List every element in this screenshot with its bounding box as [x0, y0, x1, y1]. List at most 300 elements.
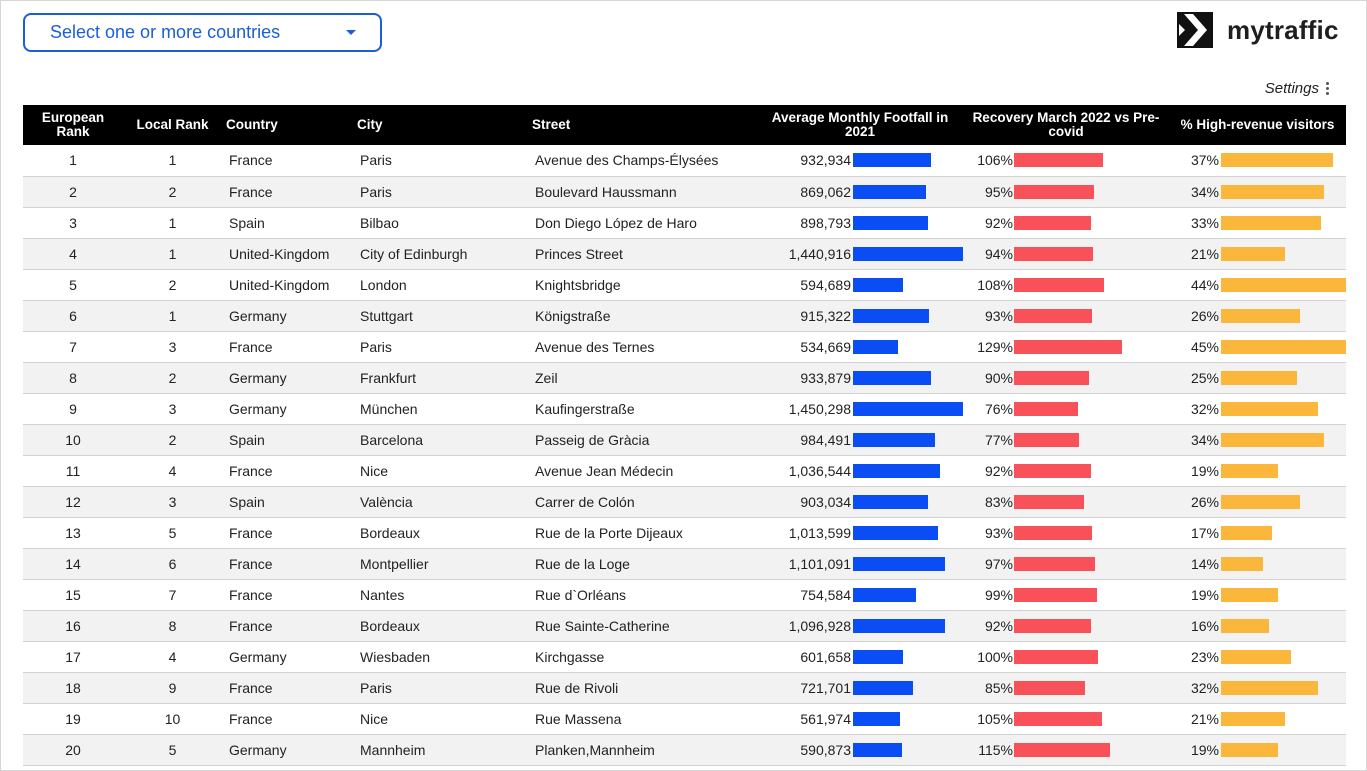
recovery-bar	[1014, 309, 1092, 323]
recovery-value: 108%	[977, 276, 1013, 293]
country-cell: Spain	[222, 486, 353, 517]
footfall-bar	[853, 433, 935, 447]
high-revenue-cell	[1169, 548, 1346, 579]
high-revenue-bar	[1221, 681, 1318, 695]
table-row	[23, 610, 1346, 641]
city-cell: València	[353, 486, 528, 517]
european-rank-cell: 20	[23, 734, 123, 765]
european-rank-cell: 4	[23, 238, 123, 269]
recovery-bar	[1014, 619, 1091, 633]
footfall-bar	[853, 216, 928, 230]
header-high-revenue[interactable]: % High-revenue visitors	[1169, 105, 1346, 145]
street-cell: Boulevard Haussmann	[528, 176, 757, 207]
country-cell: Germany	[222, 393, 353, 424]
table-row	[23, 579, 1346, 610]
footfall-bar	[853, 371, 931, 385]
street-cell: Zeil	[528, 362, 757, 393]
high-revenue-bar	[1221, 619, 1269, 633]
city-cell: Nice	[353, 703, 528, 734]
table-row	[23, 176, 1346, 207]
european-rank-cell: 7	[23, 331, 123, 362]
footfall-cell	[757, 145, 963, 176]
country-cell: France	[222, 610, 353, 641]
european-rank-cell: 3	[23, 207, 123, 238]
footfall-cell	[757, 207, 963, 238]
footfall-bar	[853, 278, 903, 292]
high-revenue-cell	[1169, 331, 1346, 362]
footfall-bar	[853, 557, 945, 571]
country-cell: Germany	[222, 300, 353, 331]
footfall-bar	[853, 402, 963, 416]
high-revenue-bar	[1221, 247, 1285, 261]
european-rank-cell: 1	[23, 145, 123, 176]
recovery-value: 106%	[977, 152, 1013, 169]
city-cell: Paris	[353, 672, 528, 703]
local-rank-cell: 1	[123, 207, 222, 238]
high-revenue-value: 45%	[1190, 338, 1219, 355]
footfall-value: 1,096,928	[788, 617, 851, 634]
recovery-cell	[963, 300, 1169, 331]
high-revenue-cell	[1169, 610, 1346, 641]
recovery-bar	[1014, 588, 1097, 602]
street-ranking-table	[23, 105, 1346, 766]
table-row	[23, 455, 1346, 486]
header-recovery[interactable]: Recovery March 2022 vs Pre-covid	[963, 105, 1169, 145]
street-cell: Königstraße	[528, 300, 757, 331]
city-cell: Stuttgart	[353, 300, 528, 331]
european-rank-cell: 16	[23, 610, 123, 641]
recovery-value: 100%	[977, 648, 1013, 665]
european-rank-cell: 12	[23, 486, 123, 517]
high-revenue-value: 44%	[1190, 276, 1219, 293]
recovery-cell	[963, 734, 1169, 765]
recovery-cell	[963, 517, 1169, 548]
local-rank-cell: 2	[123, 269, 222, 300]
recovery-cell	[963, 486, 1169, 517]
footfall-bar	[853, 743, 902, 757]
recovery-value: 83%	[984, 493, 1013, 510]
city-cell: Wiesbaden	[353, 641, 528, 672]
country-cell: United-Kingdom	[222, 238, 353, 269]
high-revenue-value: 19%	[1190, 586, 1219, 603]
footfall-bar	[853, 619, 945, 633]
header-country[interactable]: Country	[222, 105, 353, 145]
high-revenue-bar	[1221, 743, 1278, 757]
city-cell: Bilbao	[353, 207, 528, 238]
city-cell: City of Edinburgh	[353, 238, 528, 269]
header-local-rank[interactable]: Local Rank	[123, 105, 222, 145]
street-cell: Knightsbridge	[528, 269, 757, 300]
high-revenue-bar	[1221, 340, 1346, 354]
local-rank-cell: 2	[123, 362, 222, 393]
high-revenue-cell	[1169, 517, 1346, 548]
footfall-cell	[757, 238, 963, 269]
footfall-cell	[757, 610, 963, 641]
local-rank-cell: 6	[123, 548, 222, 579]
local-rank-cell: 5	[123, 734, 222, 765]
high-revenue-cell	[1169, 455, 1346, 486]
high-revenue-cell	[1169, 300, 1346, 331]
local-rank-cell: 10	[123, 703, 222, 734]
street-cell: Rue Sainte-Catherine	[528, 610, 757, 641]
high-revenue-cell	[1169, 486, 1346, 517]
recovery-cell	[963, 331, 1169, 362]
local-rank-cell: 1	[123, 238, 222, 269]
high-revenue-bar	[1221, 588, 1278, 602]
recovery-bar	[1014, 681, 1085, 695]
recovery-value: 129%	[977, 338, 1013, 355]
table-row	[23, 548, 1346, 579]
high-revenue-cell	[1169, 269, 1346, 300]
street-cell: Avenue des Champs-Élysées	[528, 145, 757, 176]
european-rank-cell: 5	[23, 269, 123, 300]
footfall-value: 754,584	[800, 586, 851, 603]
footfall-value: 898,793	[800, 214, 851, 231]
local-rank-cell: 4	[123, 455, 222, 486]
footfall-cell	[757, 641, 963, 672]
high-revenue-cell	[1169, 672, 1346, 703]
high-revenue-value: 32%	[1190, 679, 1219, 696]
footfall-cell	[757, 424, 963, 455]
high-revenue-value: 26%	[1190, 307, 1219, 324]
high-revenue-cell	[1169, 207, 1346, 238]
table-row	[23, 300, 1346, 331]
recovery-bar	[1014, 557, 1095, 571]
street-cell: Planken,Mannheim	[528, 734, 757, 765]
table-header-row	[23, 105, 1346, 145]
settings-menu-button[interactable]	[1265, 80, 1329, 97]
mytraffic-logo-icon	[1177, 12, 1213, 48]
footfall-value: 915,322	[800, 307, 851, 324]
country-cell: France	[222, 517, 353, 548]
recovery-value: 95%	[984, 183, 1013, 200]
high-revenue-value: 19%	[1190, 741, 1219, 758]
footfall-cell	[757, 672, 963, 703]
high-revenue-value: 26%	[1190, 493, 1219, 510]
footfall-bar	[853, 309, 929, 323]
table-row	[23, 238, 1346, 269]
footfall-value: 1,101,091	[788, 555, 851, 572]
high-revenue-bar	[1221, 216, 1321, 230]
country-cell: France	[222, 145, 353, 176]
recovery-value: 76%	[984, 400, 1013, 417]
high-revenue-cell	[1169, 145, 1346, 176]
country-cell: France	[222, 455, 353, 486]
table-row	[23, 207, 1346, 238]
footfall-cell	[757, 269, 963, 300]
recovery-cell	[963, 579, 1169, 610]
european-rank-cell: 6	[23, 300, 123, 331]
recovery-cell	[963, 145, 1169, 176]
recovery-value: 115%	[978, 741, 1013, 758]
recovery-bar	[1014, 650, 1098, 664]
city-cell: Nantes	[353, 579, 528, 610]
street-cell: Carrer de Colón	[528, 486, 757, 517]
recovery-cell	[963, 610, 1169, 641]
country-cell: Spain	[222, 207, 353, 238]
high-revenue-cell	[1169, 703, 1346, 734]
table-row	[23, 672, 1346, 703]
local-rank-cell: 8	[123, 610, 222, 641]
city-cell: Paris	[353, 176, 528, 207]
header-street[interactable]: Street	[528, 105, 757, 145]
european-rank-cell: 8	[23, 362, 123, 393]
high-revenue-value: 32%	[1190, 400, 1219, 417]
recovery-value: 92%	[984, 617, 1013, 634]
high-revenue-value: 21%	[1190, 245, 1219, 262]
street-cell: Rue d`Orléans	[528, 579, 757, 610]
table-row	[23, 393, 1346, 424]
recovery-bar	[1014, 247, 1093, 261]
high-revenue-bar	[1221, 712, 1285, 726]
recovery-bar	[1014, 743, 1110, 757]
footfall-value: 594,689	[800, 276, 851, 293]
high-revenue-value: 23%	[1190, 648, 1219, 665]
city-cell: Mannheim	[353, 734, 528, 765]
high-revenue-value: 17%	[1190, 524, 1219, 541]
country-filter-label: Select one or more countries	[50, 22, 281, 42]
recovery-bar	[1014, 185, 1094, 199]
country-cell: Germany	[222, 362, 353, 393]
street-cell: Rue de la Loge	[528, 548, 757, 579]
city-cell: Montpellier	[353, 548, 528, 579]
european-rank-cell: 11	[23, 455, 123, 486]
recovery-cell	[963, 176, 1169, 207]
high-revenue-value: 19%	[1190, 462, 1219, 479]
country-cell: Germany	[222, 734, 353, 765]
recovery-bar	[1014, 712, 1102, 726]
local-rank-cell: 4	[123, 641, 222, 672]
recovery-cell	[963, 238, 1169, 269]
high-revenue-bar	[1221, 402, 1318, 416]
high-revenue-value: 34%	[1190, 183, 1219, 200]
local-rank-cell: 1	[123, 300, 222, 331]
chevron-down-icon	[346, 30, 356, 35]
recovery-cell	[963, 269, 1169, 300]
recovery-cell	[963, 207, 1169, 238]
recovery-cell	[963, 424, 1169, 455]
table-row	[23, 331, 1346, 362]
footfall-cell	[757, 455, 963, 486]
european-rank-cell: 9	[23, 393, 123, 424]
high-revenue-value: 16%	[1190, 617, 1219, 634]
country-cell: United-Kingdom	[222, 269, 353, 300]
recovery-cell	[963, 362, 1169, 393]
high-revenue-cell	[1169, 424, 1346, 455]
brand-logo	[1177, 12, 1339, 48]
local-rank-cell: 2	[123, 176, 222, 207]
high-revenue-bar	[1221, 433, 1324, 447]
street-cell: Don Diego López de Haro	[528, 207, 757, 238]
recovery-cell	[963, 641, 1169, 672]
recovery-cell	[963, 548, 1169, 579]
footfall-cell	[757, 362, 963, 393]
footfall-value: 590,873	[800, 741, 851, 758]
footfall-value: 869,062	[800, 183, 851, 200]
city-cell: Barcelona	[353, 424, 528, 455]
footfall-value: 932,934	[800, 152, 851, 169]
high-revenue-bar	[1221, 650, 1291, 664]
city-cell: London	[353, 269, 528, 300]
city-cell: Nice	[353, 455, 528, 486]
european-rank-cell: 13	[23, 517, 123, 548]
local-rank-cell: 5	[123, 517, 222, 548]
country-filter-dropdown[interactable]	[23, 13, 382, 52]
recovery-bar	[1014, 433, 1079, 447]
table-row	[23, 145, 1346, 176]
recovery-value: 105%	[977, 710, 1013, 727]
european-rank-cell: 2	[23, 176, 123, 207]
street-cell: Kaufingerstraße	[528, 393, 757, 424]
more-vertical-icon	[1326, 82, 1329, 95]
table-row	[23, 362, 1346, 393]
table-row	[23, 641, 1346, 672]
logo-text: mytraffic	[1227, 14, 1339, 45]
high-revenue-bar	[1221, 526, 1272, 540]
street-cell: Avenue des Ternes	[528, 331, 757, 362]
footfall-value: 933,879	[800, 369, 851, 386]
city-cell: Paris	[353, 145, 528, 176]
high-revenue-cell	[1169, 579, 1346, 610]
footfall-bar	[853, 185, 926, 199]
high-revenue-bar	[1221, 495, 1300, 509]
footfall-value: 903,034	[800, 493, 851, 510]
local-rank-cell: 1	[123, 145, 222, 176]
footfall-value: 721,701	[800, 679, 851, 696]
high-revenue-value: 14%	[1190, 555, 1219, 572]
recovery-cell	[963, 703, 1169, 734]
footfall-cell	[757, 579, 963, 610]
street-cell: Avenue Jean Médecin	[528, 455, 757, 486]
high-revenue-value: 33%	[1190, 214, 1219, 231]
recovery-bar	[1014, 526, 1092, 540]
european-rank-cell: 15	[23, 579, 123, 610]
high-revenue-value: 34%	[1190, 431, 1219, 448]
european-rank-cell: 14	[23, 548, 123, 579]
high-revenue-cell	[1169, 393, 1346, 424]
country-cell: France	[222, 548, 353, 579]
high-revenue-cell	[1169, 176, 1346, 207]
local-rank-cell: 3	[123, 486, 222, 517]
high-revenue-bar	[1221, 278, 1346, 292]
footfall-cell	[757, 548, 963, 579]
country-cell: France	[222, 579, 353, 610]
high-revenue-cell	[1169, 362, 1346, 393]
recovery-cell	[963, 393, 1169, 424]
header-city[interactable]: City	[353, 105, 528, 145]
footfall-bar	[853, 588, 916, 602]
high-revenue-bar	[1221, 557, 1263, 571]
street-cell: Rue Massena	[528, 703, 757, 734]
recovery-bar	[1014, 371, 1089, 385]
footfall-value: 534,669	[800, 338, 851, 355]
high-revenue-value: 37%	[1190, 152, 1219, 169]
high-revenue-cell	[1169, 734, 1346, 765]
high-revenue-bar	[1221, 371, 1297, 385]
footfall-cell	[757, 486, 963, 517]
recovery-bar	[1014, 402, 1078, 416]
european-rank-cell: 19	[23, 703, 123, 734]
high-revenue-cell	[1169, 641, 1346, 672]
recovery-cell	[963, 455, 1169, 486]
footfall-cell	[757, 517, 963, 548]
high-revenue-cell	[1169, 238, 1346, 269]
recovery-bar	[1014, 216, 1091, 230]
table-row	[23, 517, 1346, 548]
footfall-bar	[853, 650, 903, 664]
european-rank-cell: 10	[23, 424, 123, 455]
high-revenue-value: 21%	[1190, 710, 1219, 727]
european-rank-cell: 18	[23, 672, 123, 703]
high-revenue-bar	[1221, 185, 1324, 199]
country-cell: France	[222, 331, 353, 362]
local-rank-cell: 3	[123, 331, 222, 362]
recovery-value: 92%	[984, 214, 1013, 231]
recovery-bar	[1014, 464, 1091, 478]
recovery-value: 77%	[984, 431, 1013, 448]
recovery-cell	[963, 672, 1169, 703]
footfall-value: 1,450,298	[788, 400, 851, 417]
footfall-bar	[853, 464, 940, 478]
recovery-value: 90%	[984, 369, 1013, 386]
footfall-bar	[853, 681, 913, 695]
recovery-bar	[1014, 495, 1084, 509]
recovery-value: 94%	[984, 245, 1013, 262]
footfall-value: 1,440,916	[788, 245, 851, 262]
settings-label: Settings	[1264, 80, 1319, 97]
footfall-bar	[853, 712, 900, 726]
recovery-value: 93%	[984, 524, 1013, 541]
local-rank-cell: 2	[123, 424, 222, 455]
footfall-cell	[757, 300, 963, 331]
city-cell: Paris	[353, 331, 528, 362]
recovery-value: 85%	[984, 679, 1013, 696]
local-rank-cell: 7	[123, 579, 222, 610]
table-row	[23, 269, 1346, 300]
header-european-rank[interactable]: European Rank	[23, 105, 123, 145]
header-footfall[interactable]: Average Monthly Footfall in 2021	[757, 105, 963, 145]
city-cell: München	[353, 393, 528, 424]
street-cell: Kirchgasse	[528, 641, 757, 672]
recovery-bar	[1014, 153, 1103, 167]
city-cell: Bordeaux	[353, 610, 528, 641]
city-cell: Frankfurt	[353, 362, 528, 393]
local-rank-cell: 3	[123, 393, 222, 424]
high-revenue-bar	[1221, 309, 1300, 323]
recovery-bar	[1014, 340, 1122, 354]
city-cell: Bordeaux	[353, 517, 528, 548]
high-revenue-value: 25%	[1190, 369, 1219, 386]
footfall-cell	[757, 703, 963, 734]
table-row	[23, 486, 1346, 517]
table-row	[23, 424, 1346, 455]
recovery-value: 99%	[984, 586, 1013, 603]
footfall-cell	[757, 176, 963, 207]
footfall-cell	[757, 393, 963, 424]
recovery-value: 97%	[984, 555, 1013, 572]
street-cell: Passeig de Gràcia	[528, 424, 757, 455]
recovery-value: 92%	[984, 462, 1013, 479]
street-cell: Rue de la Porte Dijeaux	[528, 517, 757, 548]
footfall-value: 601,658	[800, 648, 851, 665]
street-cell: Rue de Rivoli	[528, 672, 757, 703]
footfall-cell	[757, 734, 963, 765]
local-rank-cell: 9	[123, 672, 222, 703]
country-cell: France	[222, 703, 353, 734]
table-row	[23, 734, 1346, 765]
country-cell: France	[222, 672, 353, 703]
footfall-bar	[853, 153, 931, 167]
